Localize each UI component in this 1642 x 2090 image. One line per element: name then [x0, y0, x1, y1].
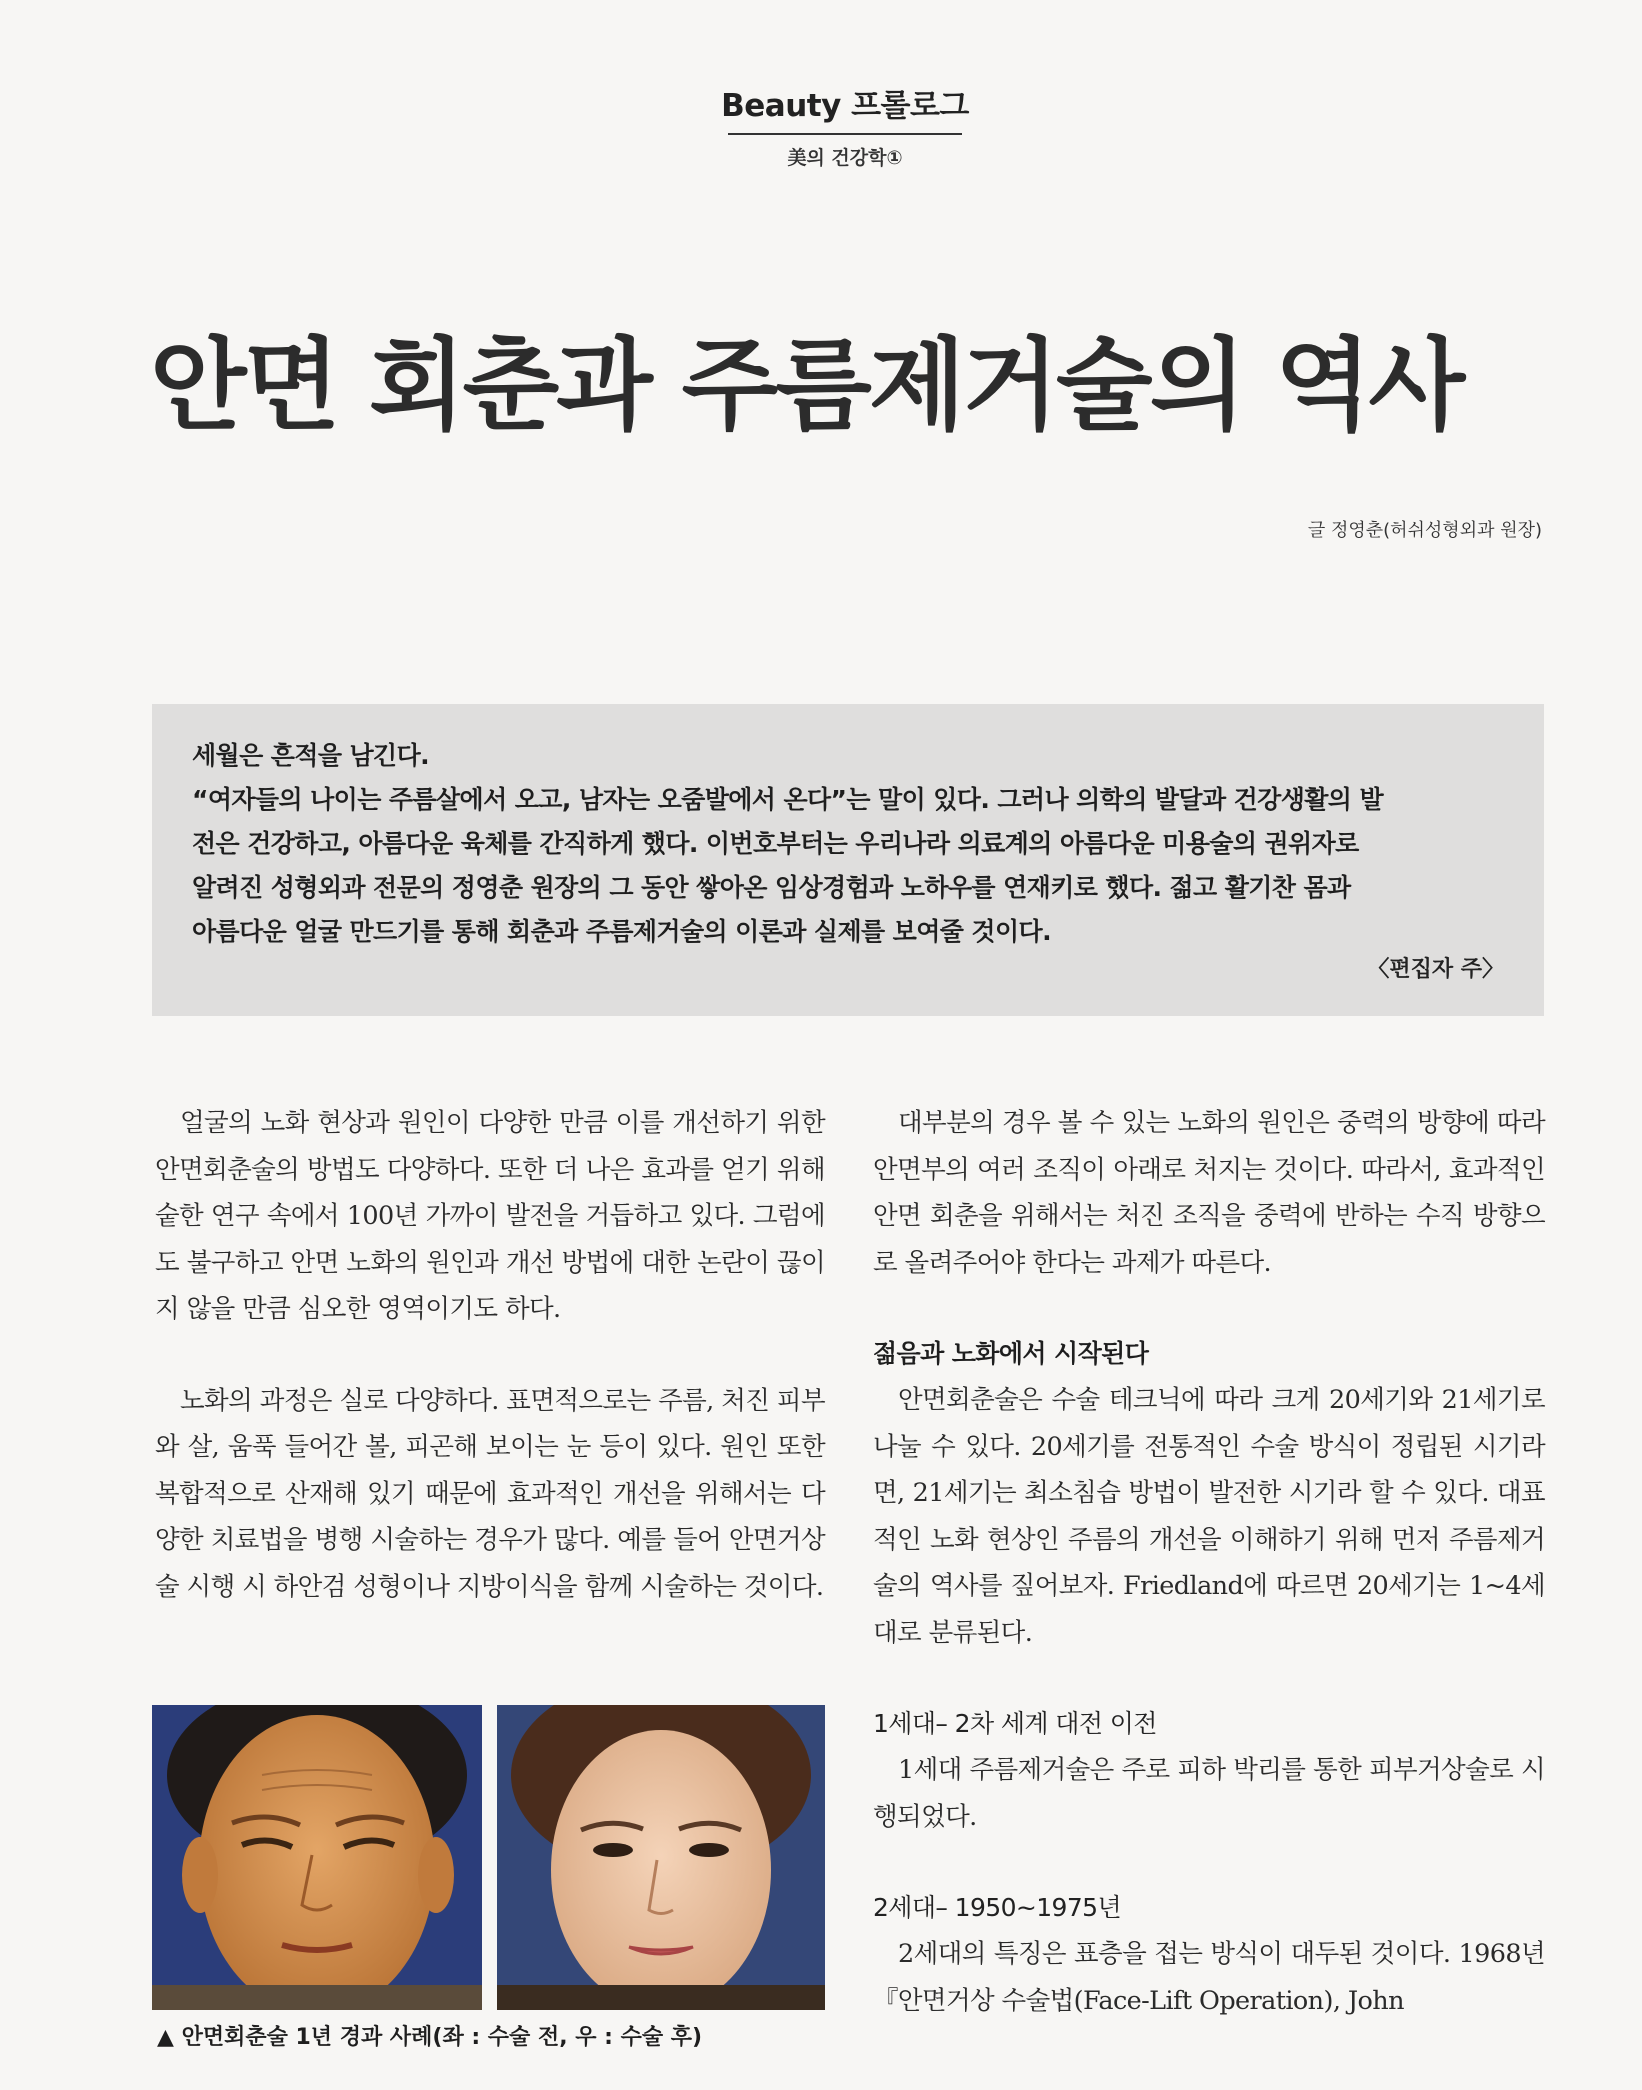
byline: 글 정영춘(허쉬성형외과 원장): [1307, 520, 1542, 541]
gen1-title: 1세대– 2차 세계 대전 이전: [873, 1709, 1157, 1738]
intro-line-2: “여자들의 나이는 주름살에서 오고, 남자는 오줌발에서 온다”는 말이 있다. 그러나 의학의 발달과 건강생활의 발: [192, 785, 1384, 814]
right-column: [873, 1100, 1545, 2024]
intro-line-1: 세월은 흔적을 남긴다.: [192, 741, 430, 770]
intro-box: [152, 704, 1544, 1016]
photo-after-surgery: [497, 1705, 825, 2010]
left-paragraph-1: 얼굴의 노화 현상과 원인이 다양한 만큼 이를 개선하기 위한 안면회춘술의 방법도 다양하다. 또한 더 나은 효과를 얻기 위해 숱한 연구 속에서 100년 가까이 발전을 거듭하고 있다. 그럼에도 불구하고 안면 노화의 원인과 개선 방법에 대한 논란이 끊이지 않을 만큼 심오한 영역이기도 하다.: [155, 1108, 825, 1324]
section-rule: [728, 133, 962, 135]
photo-before-surgery: [152, 1705, 482, 2010]
right-paragraph-2: 안면회춘술은 수술 테크닉에 따라 크게 20세기와 21세기로 나눌 수 있다. 20세기를 전통적인 수술 방식이 정립된 시기라면, 21세기는 최소침습 방법이 발전한 시기라 할 수 있다. 대표적인 노화 현상인 주름의 개선을 이해하기 위해 먼저 주름제거술의 역사를 짚어보자. Friedland에 따르면 20세기는 1~4세대로 분류된다.: [873, 1385, 1545, 1648]
left-column: [155, 1100, 825, 1610]
article-title: 안면 회춘과 주름제거술의 역사: [150, 327, 1463, 444]
intro-line-4: 알려진 성형외과 전문의 정영춘 원장의 그 동안 쌓아온 임상경험과 노하우를 연재키로 했다. 젊고 활기찬 몸과: [192, 873, 1351, 902]
gen2-text: 2세대의 특징은 표층을 접는 방식이 대두된 것이다. 1968년 『안면거상 수술법(Face-Lift Operation), John: [873, 1939, 1545, 2016]
section-heading: 젊음과 노화에서 시작된다: [873, 1339, 1149, 1368]
series-subtitle: 美의 건강학①: [787, 147, 903, 169]
gen2-title: 2세대– 1950~1975년: [873, 1893, 1121, 1922]
intro-line-3: 전은 건강하고, 아름다운 육체를 간직하게 했다. 이번호부터는 우리나라 의료계의 아름다운 미용술의 권위자로: [192, 829, 1359, 858]
right-paragraph-1: 대부분의 경우 볼 수 있는 노화의 원인은 중력의 방향에 따라 안면부의 여러 조직이 아래로 처지는 것이다. 따라서, 효과적인 안면 회춘을 위해서는 처진 조직을 중력에 반하는 수직 방향으로 올려주어야 한다는 과제가 따른다.: [873, 1108, 1545, 1278]
section-title: Beauty 프롤로그: [721, 88, 969, 124]
editor-note: 〈편집자 주〉: [1367, 957, 1504, 982]
section-header: [720, 80, 970, 170]
left-paragraph-2: 노화의 과정은 실로 다양하다. 표면적으로는 주름, 처진 피부와 살, 움푹 들어간 볼, 피곤해 보이는 눈 등이 있다. 원인 또한 복합적으로 산재해 있기 때문에 효과적인 개선을 위해서는 다양한 치료법을 병행 시술하는 경우가 많다. 예를 들어 안면거상술 시행 시 하안검 성형이나 지방이식을 함께 시술하는 것이다.: [155, 1385, 825, 1602]
intro-line-5: 아름다운 얼굴 만드기를 통해 회춘과 주름제거술의 이론과 실제를 보여줄 것이다.: [192, 917, 1051, 946]
gen1-text: 1세대 주름제거술은 주로 피하 박리를 통한 피부거상술로 시행되었다.: [873, 1755, 1545, 1832]
figure-caption: ▲ 안면회춘술 1년 경과 사례(좌 : 수술 전, 우 : 수술 후): [157, 2025, 703, 2050]
face-after-illustration: [497, 1705, 825, 2010]
face-before-illustration: [152, 1705, 482, 2010]
